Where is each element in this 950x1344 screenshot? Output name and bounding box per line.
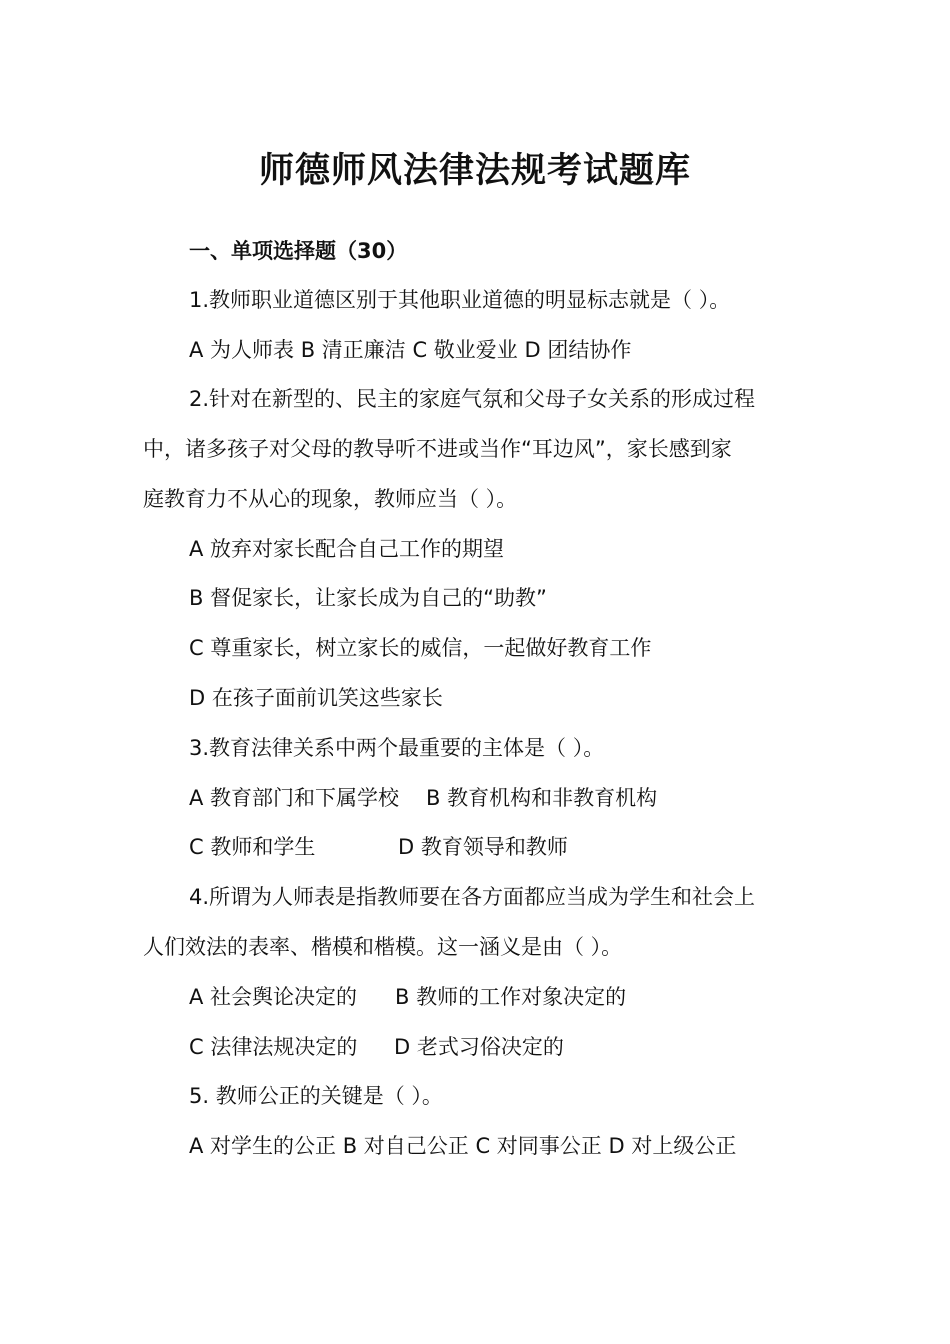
question-1-options: A 为人师表 B 清正廉洁 C 敬业爱业 D 团结协作 <box>189 338 632 362</box>
question-2-stem-line-1: 2.针对在新型的、民主的家庭气氛和父母子女关系的形成过程 <box>189 387 756 411</box>
question-4-option-a: A 社会舆论决定的 <box>189 985 358 1009</box>
question-3-option-a: A 教育部门和下属学校 <box>189 786 400 810</box>
question-2-option-a: A 放弃对家长配合自己工作的期望 <box>189 537 505 561</box>
question-2-option-d: D 在孩子面前讥笑这些家长 <box>189 686 443 710</box>
question-3-option-c: C 教师和学生 <box>189 835 316 859</box>
question-2-option-b: B 督促家长，让家长成为自己的“助教” <box>189 586 547 610</box>
question-3-option-b: B 教育机构和非教育机构 <box>426 786 658 810</box>
question-4-option-b: B 教师的工作对象决定的 <box>395 985 627 1009</box>
question-5-options: A 对学生的公正 B 对自己公正 C 对同事公正 D 对上级公正 <box>189 1134 737 1158</box>
question-1-stem: 1.教师职业道德区别于其他职业道德的明显标志就是（ ）。 <box>189 288 731 312</box>
question-4-stem-line-2: 人们效法的表率、楷模和楷模。这一涵义是由（ ）。 <box>143 935 623 959</box>
question-2-stem-line-3: 庭教育力不从心的现象，教师应当（ ）。 <box>143 487 518 511</box>
question-2-stem-line-2: 中，诸多孩子对父母的教导听不进或当作“耳边风”，家长感到家 <box>143 437 732 461</box>
question-5-stem: 5. 教师公正的关键是（ ）。 <box>189 1084 443 1108</box>
question-3-stem: 3.教育法律关系中两个最重要的主体是（ ）。 <box>189 736 605 760</box>
question-4-option-d: D 老式习俗决定的 <box>394 1035 564 1059</box>
document-title: 师德师风法律法规考试题库 <box>258 150 691 191</box>
question-2-option-c: C 尊重家长，树立家长的威信，一起做好教育工作 <box>189 636 652 660</box>
question-3-option-d: D 教育领导和教师 <box>398 835 568 859</box>
question-4-option-c: C 法律法规决定的 <box>189 1035 358 1059</box>
section-heading: 一、单项选择题（30） <box>189 239 408 263</box>
question-4-stem-line-1: 4.所谓为人师表是指教师要在各方面都应当成为学生和社会上 <box>189 885 756 909</box>
